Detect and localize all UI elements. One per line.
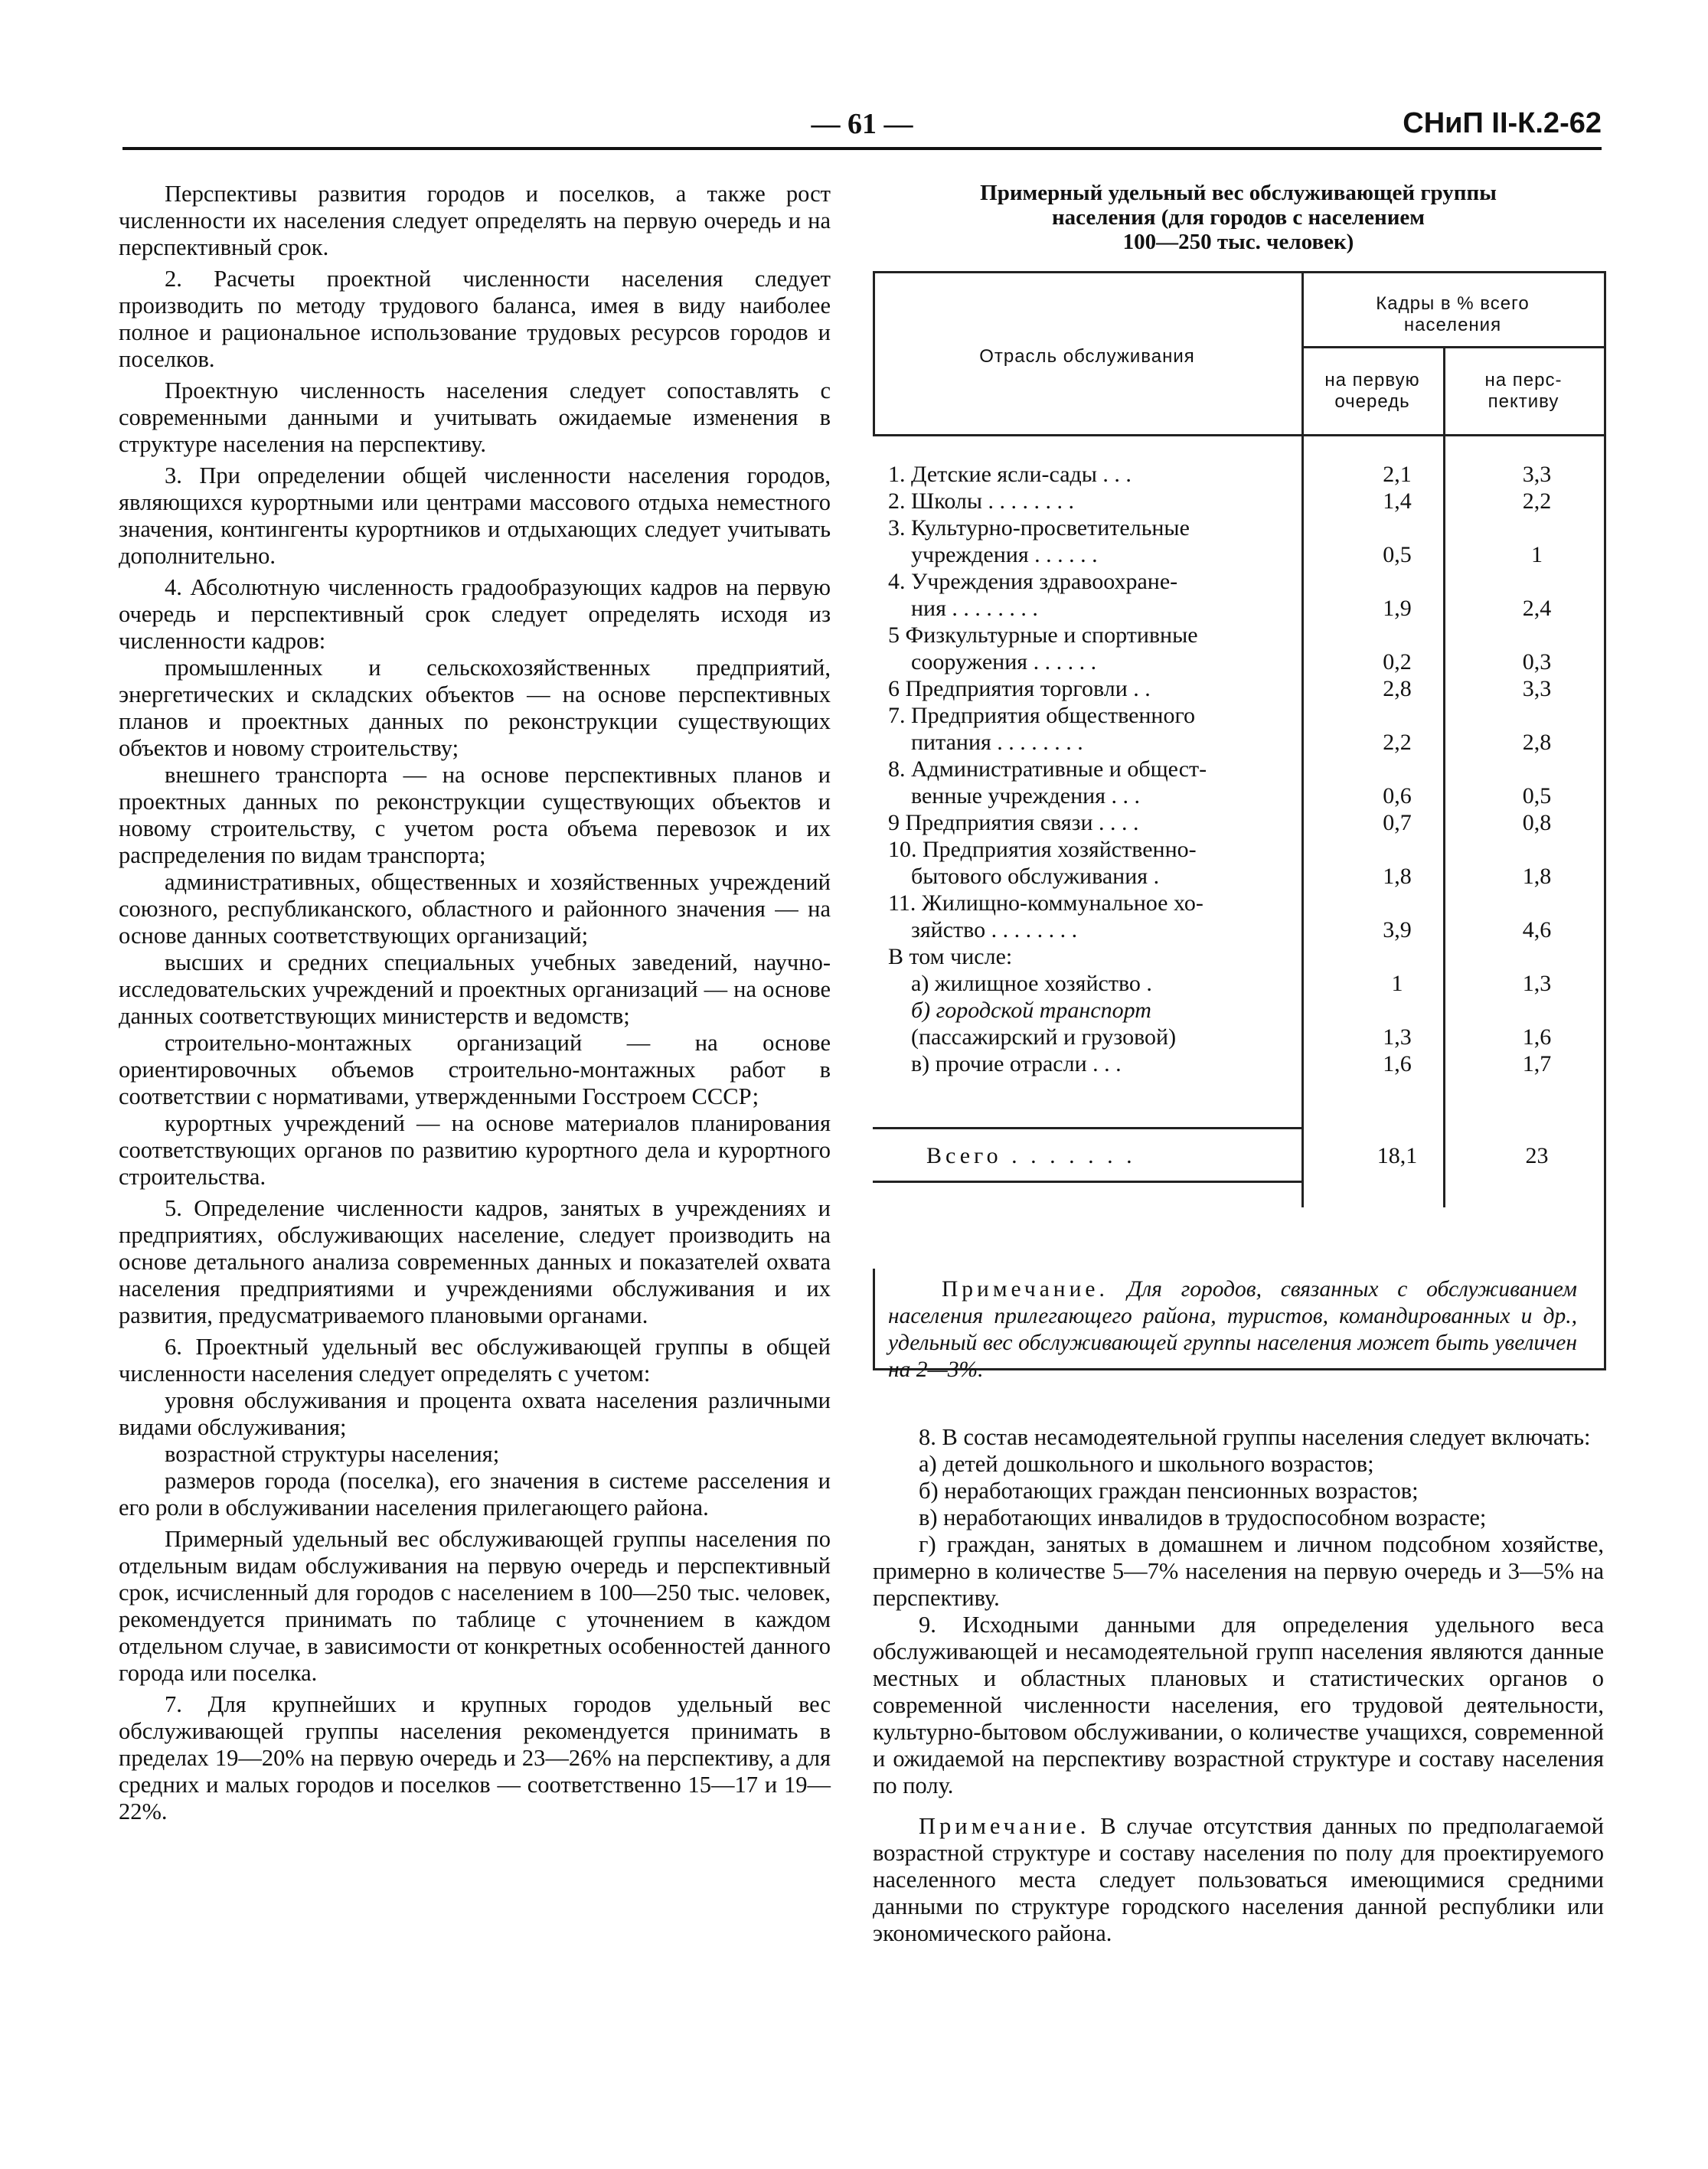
right-text bbox=[873, 1424, 1604, 1947]
header-bottom-rule bbox=[873, 434, 1604, 436]
row-label: В том числе: bbox=[888, 944, 1013, 969]
row-label: а) жилищное хозяйство . bbox=[888, 971, 1152, 996]
value-first: 3,9 bbox=[1383, 917, 1412, 942]
list-item: а) детей дошкольного и школьного возрастов; bbox=[919, 1451, 1374, 1477]
table-border-left-bottom bbox=[873, 1269, 875, 1368]
row-label: 1. Детские ясли-сады . . . bbox=[888, 462, 1132, 487]
value-first: 1 bbox=[1391, 971, 1403, 996]
row-label-cont: зяйство . . . . . . . . bbox=[888, 917, 1078, 942]
column-header-group bbox=[1301, 293, 1604, 336]
value-first: 1,3 bbox=[1383, 1024, 1412, 1050]
column-header-perspective-line: на перс- bbox=[1484, 370, 1563, 390]
document-code: СНиП II-К.2-62 bbox=[1403, 107, 1602, 139]
paragraph: 7. Для крупнейших и крупных городов удельный вес обслуживающей группы населения рекомендуется принимать в пределах 19—20% на первую очередь и 23—26% на перспективу, а для средних и малых городов и поселков — соответственно 15—17 и 19—22%. bbox=[119, 1691, 831, 1824]
value-perspective: 1 bbox=[1531, 542, 1543, 567]
row-label: 3. Культурно-просветительные bbox=[888, 515, 1190, 541]
column-header-branch: Отрасль обслуживания bbox=[979, 346, 1195, 367]
paragraph: 3. При определении общей численности населения городов, являющихся курортными или центрами массового отдыха неместного значения, контингенты курортников и отдыхающих следует учитывать дополнительно. bbox=[119, 462, 831, 569]
value-perspective: 2,2 bbox=[1522, 488, 1552, 514]
value-first: 0,6 bbox=[1383, 783, 1412, 808]
row-label-cont: сооружения . . . . . . bbox=[888, 649, 1097, 675]
row-label-cont: учреждения . . . . . . bbox=[888, 542, 1098, 567]
paragraph: Перспективы развития городов и поселков, а также рост численности их населения следует определять на первую очередь и на перспективный срок. bbox=[119, 181, 831, 260]
paragraph: 9. Исходными данными для определения удельного веса обслуживающей и несамодеятельной групп населения являются данные местных и областных плановых и статистических органов о современной численности населения, его трудовой деятельности, культурно-бытовом обслуживании, о количестве учащихся, современной и ожидаемой на перспективу возрастной структуре и составу населения по полу. bbox=[873, 1612, 1604, 1798]
page-number: — 61 — bbox=[811, 108, 913, 140]
table-note bbox=[888, 1276, 1577, 1383]
total-label: Всего . . . . . . . bbox=[926, 1143, 1136, 1168]
final-note-text: В случае отсутствия данных по предполагаемой возрастной структуре и составу населения по полу для проектируемого населенного места следует пользоваться имеющимися средними данными по структуре городского населения данной республики или экономического района. bbox=[873, 1813, 1604, 1946]
value-first: 0,7 bbox=[1383, 810, 1412, 835]
value-perspective: 0,5 bbox=[1522, 783, 1552, 808]
value-perspective: 1,3 bbox=[1522, 971, 1552, 996]
paragraph: 8. В состав несамодеятельной группы населения следует включать: bbox=[919, 1424, 1591, 1450]
value-perspective: 3,3 bbox=[1522, 462, 1552, 487]
final-note bbox=[873, 1813, 1604, 1947]
row-label-cont: бытового обслуживания . bbox=[888, 864, 1160, 889]
value-perspective: 0,3 bbox=[1522, 649, 1552, 675]
value-first: 2,2 bbox=[1383, 730, 1412, 755]
paragraph: 5. Определение численности кадров, занятых в учреждениях и предприятиях, обслуживающих население, следует производить на основе детального анализа современных данных и показателей охвата населения предприятиями и учреждениями обслуживания и их развития, предусматриваемого плановыми органами. bbox=[119, 1195, 831, 1328]
column-header-first-line: очередь bbox=[1334, 391, 1410, 412]
row-label: в) прочие отрасли . . . bbox=[888, 1051, 1122, 1076]
row-label-cont: (пассажирский и грузовой) bbox=[888, 1024, 1177, 1050]
value-perspective: 1,6 bbox=[1522, 1024, 1552, 1050]
list-item: г) граждан, занятых в домашнем и личном подсобном хозяйстве, примерно в количестве 5—7% населения на первую очередь и 3—5% на перспективу. bbox=[873, 1531, 1604, 1611]
value-perspective: 3,3 bbox=[1522, 676, 1552, 701]
table-note-label: Примечание. bbox=[942, 1277, 1109, 1302]
page-header bbox=[122, 107, 1602, 153]
table-title bbox=[873, 181, 1604, 254]
value-first: 1,6 bbox=[1383, 1051, 1412, 1076]
row-label: 2. Школы . . . . . . . . bbox=[888, 488, 1075, 514]
row-label: 10. Предприятия хозяйственно- bbox=[888, 837, 1197, 862]
paragraph: Проектную численность населения следует сопоставлять с современными данными и учитывать ожидаемые изменения в структуре населения на перспективу. bbox=[119, 377, 831, 457]
row-label: б) городской транспорт bbox=[888, 998, 1151, 1023]
value-perspective: 4,6 bbox=[1522, 917, 1552, 942]
paragraph: 6. Проектный удельный вес обслуживающей группы в общей численности населения следует определять с учетом: bbox=[119, 1334, 831, 1387]
list-item: в) неработающих инвалидов в трудоспособном возрасте; bbox=[919, 1504, 1487, 1530]
list-item: высших и средних специальных учебных заведений, научно-исследовательских учреждений и проектных организаций — на основе данных соответствующих министерств и ведомств; bbox=[119, 949, 831, 1029]
row-label-cont: венные учреждения . . . bbox=[888, 783, 1141, 808]
list-item: строительно-монтажных организаций — на основе ориентировочных объемов строительно-монтажных работ в соответствии с нормативами, утвержденными Госстроем СССР; bbox=[119, 1030, 831, 1109]
value-first: 1,9 bbox=[1383, 596, 1412, 621]
header-divider bbox=[1301, 346, 1604, 348]
value-first: 1,8 bbox=[1383, 864, 1412, 889]
list-item: уровня обслуживания и процента охвата населения различными видами обслуживания; bbox=[119, 1387, 831, 1440]
list-item: курортных учреждений — на основе материалов планирования соответствующих органов по развитию курортного дела и курортного строительства. bbox=[119, 1110, 831, 1190]
row-label: 7. Предприятия общественного bbox=[888, 703, 1196, 728]
total-first: 18,1 bbox=[1377, 1143, 1418, 1168]
row-label: 4. Учреждения здравоохране- bbox=[888, 569, 1178, 594]
column-header-perspective bbox=[1443, 370, 1604, 413]
list-item: б) неработающих граждан пенсионных возрастов; bbox=[919, 1478, 1419, 1504]
value-perspective: 2,4 bbox=[1522, 596, 1552, 621]
value-first: 1,4 bbox=[1383, 488, 1412, 514]
row-label: 5 Физкультурные и спортивные bbox=[888, 622, 1198, 648]
row-label-cont: питания . . . . . . . . bbox=[888, 730, 1083, 755]
header-rule bbox=[122, 147, 1602, 150]
table-title-line: населения (для городов с населением bbox=[1051, 205, 1426, 230]
final-note-label: Примечание. bbox=[919, 1813, 1090, 1839]
column-header-group-line: Кадры в % всего bbox=[1376, 293, 1530, 314]
table-title-line: Примерный удельный вес обслуживающей группы bbox=[980, 181, 1497, 205]
row-label: 9 Предприятия связи . . . . bbox=[888, 810, 1139, 835]
row-label-cont: ния . . . . . . . . bbox=[888, 596, 1038, 621]
list-item: размеров города (поселка), его значения в системе расселения и его роли в обслуживании населения прилегающего района. bbox=[119, 1468, 831, 1521]
paragraph: Примерный удельный вес обслуживающей группы населения по отдельным видам обслуживания на первую очередь и перспективный срок, исчисленный для городов с населением в 100—250 тыс. человек, рекомендуется принимать по таблице с уточнением в каждом отдельном случае, в зависимости от конкретных особенностей данного города или поселка. bbox=[119, 1526, 831, 1686]
row-label: 8. Административные и общест- bbox=[888, 756, 1207, 782]
table-title-line: 100—250 тыс. человек) bbox=[1122, 230, 1354, 254]
paragraph: 4. Абсолютную численность градообразующих кадров на первую очередь и перспективный срок следует определять исходя из численности кадров: bbox=[119, 574, 831, 654]
table-note-text: Для городов, связанных с обслуживанием населения прилегающего района, туристов, командированных и др., удельный вес обслуживающей группы населения может быть увеличен на 2—3%. bbox=[888, 1277, 1577, 1382]
value-perspective: 2,8 bbox=[1522, 730, 1552, 755]
service-table bbox=[873, 271, 1606, 1382]
value-perspective: 1,8 bbox=[1522, 864, 1552, 889]
value-first: 0,5 bbox=[1383, 542, 1412, 567]
total-perspective: 23 bbox=[1525, 1143, 1549, 1168]
list-item: административных, общественных и хозяйственных учреждений союзного, республиканского, областного и районного значения — на основе данных соответствующих организаций; bbox=[119, 869, 831, 949]
row-label: 6 Предприятия торговли . . bbox=[888, 676, 1151, 701]
total-bottom-rule bbox=[873, 1181, 1301, 1183]
list-item: промышленных и сельскохозяйственных предприятий, энергетических и складских объектов — на основе перспективных планов и проектных данных по реконструкции существующих объектов и новому строительству; bbox=[119, 655, 831, 761]
value-perspective: 1,7 bbox=[1522, 1051, 1552, 1076]
list-item: внешнего транспорта — на основе перспективных планов и проектных данных по реконструкции существующих объектов и новому строительству, с учетом роста объема перевозок и их распределения по видам транспорта; bbox=[119, 762, 831, 868]
column-header-group-line: населения bbox=[1403, 315, 1502, 335]
column-header-first-line: на первую bbox=[1324, 370, 1420, 390]
right-column bbox=[873, 181, 1604, 1947]
value-first: 2,1 bbox=[1383, 462, 1412, 487]
value-first: 2,8 bbox=[1383, 676, 1412, 701]
paragraph: 2. Расчеты проектной численности населения следует производить по методу трудового баланса, имея в виду наиболее полное и рациональное использование трудовых ресурсов городов и поселков. bbox=[119, 266, 831, 372]
value-perspective: 0,8 bbox=[1522, 810, 1552, 835]
row-label: 11. Жилищно-коммунальное хо- bbox=[888, 890, 1203, 916]
column-header-first bbox=[1301, 370, 1443, 413]
value-first: 0,2 bbox=[1383, 649, 1412, 675]
total-top-rule bbox=[873, 1127, 1301, 1129]
column-header-perspective-line: пективу bbox=[1488, 391, 1559, 412]
list-item: возрастной структуры населения; bbox=[165, 1441, 500, 1467]
left-column bbox=[119, 181, 831, 1825]
